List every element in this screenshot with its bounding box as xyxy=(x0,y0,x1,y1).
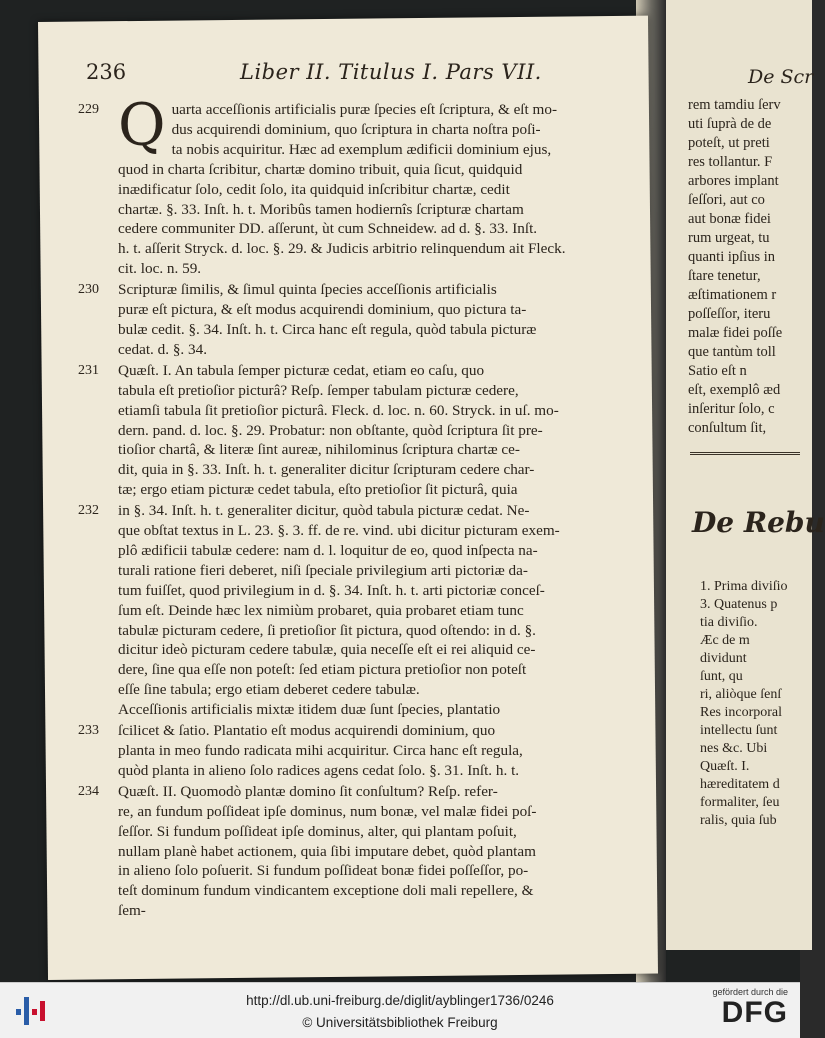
paragraph xyxy=(78,91,623,279)
text-line: dern. pand. d. loc. §. 29. Probatur: non obſtante, quòd ſcriptura ſit pre- xyxy=(118,421,543,439)
text-line: inſeritur ſolo, c xyxy=(688,401,775,417)
text-line: hæreditatem d xyxy=(700,777,780,792)
text-line: arbores implant xyxy=(688,173,779,189)
text-line: plô ædificii tabulæ cedere: nam d. l. loquitur de eo, quod inſpecta na- xyxy=(118,541,538,559)
text-line: tabula eſt pretioſior picturâ? Reſp. ſemper tabulam picturæ cedere, xyxy=(118,381,519,399)
right-section-heading: De Rebu xyxy=(692,506,825,539)
right-page-text-bottom xyxy=(700,578,810,830)
text-line: inædificatur ſolo, cedit ſolo, ita quidquid inſcribitur chartæ, cedit xyxy=(118,180,510,198)
paragraph-number: 233 xyxy=(78,723,99,739)
paragraph-number: 232 xyxy=(78,503,99,519)
text-line: æſtimationem r xyxy=(688,287,777,303)
text-line: eſſe ſine tabula; ergo etiam deberet cedere tabulæ. xyxy=(118,681,420,699)
text-line: ralis, quia ſub xyxy=(700,813,777,828)
copyright-notice: © Universitätsbibliothek Freiburg xyxy=(302,1015,498,1030)
drop-cap: Q xyxy=(118,91,166,159)
text-line: ſem- xyxy=(118,902,146,920)
paragraph-number: 230 xyxy=(78,282,99,298)
text-line: que obſtat textus in L. 23. §. 3. ff. de re. vind. ubi dicitur picturam exem- xyxy=(118,522,560,540)
paragraph xyxy=(78,782,623,921)
text-line: intellectu ſunt xyxy=(700,723,778,738)
right-page-text-top xyxy=(688,96,808,438)
page-number: 236 xyxy=(86,60,127,84)
text-line: aut bonæ fidei xyxy=(688,211,771,227)
text-line: nes &c. Ubi xyxy=(700,741,768,756)
text-line: ſcilicet & ſatio. Plantatio eſt modus acquirendi dominium, quo xyxy=(118,722,496,740)
text-line: ſtare tenetur, xyxy=(688,268,761,284)
text-line: rem tamdiu ſerv xyxy=(688,97,781,113)
text-line: ſunt, qu xyxy=(700,669,743,684)
text-line: ri, aliòque ſenſ xyxy=(700,687,782,702)
text-line: que tantùm toll xyxy=(688,344,776,360)
text-line: tia diviſio. xyxy=(700,615,758,630)
text-line: cedat. d. §. 34. xyxy=(118,340,207,358)
paragraph xyxy=(78,501,623,720)
text-line: chartæ. §. 33. Inſt. h. t. Moribûs tamen hodiernîs ſcripturæ chartam xyxy=(118,200,524,218)
text-line: Quæſt. II. Quomodò plantæ domino ſit conſultum? Reſp. refer- xyxy=(118,782,498,800)
text-line: tum fuiſſet, quod privilegium in d. §. 34. Inſt. h. t. arti pictoriæ conceſ- xyxy=(118,581,545,599)
text-line: dere, ſine qua eſſe non poteſt: ſed etiam pictura pretioſior non poteſt xyxy=(118,661,527,679)
dfg-logo-icon: DFG xyxy=(721,996,788,1029)
text-line: ſeſſor. Si fundum poſſideat ipſe dominus, alter, qui plantam poſuit, xyxy=(118,822,517,840)
viewer-footer xyxy=(0,982,800,1038)
text-line: puræ eſt pictura, & eſt modus acquirendi dominium, quo pictura ta- xyxy=(118,301,527,319)
sponsor-caption: gefördert durch die xyxy=(712,987,788,997)
text-line: dit, quia in §. 33. Inſt. h. t. generaliter dicitur ſcripturam cedere char- xyxy=(118,461,535,479)
paragraph xyxy=(78,361,623,500)
text-line: poteſt, ut preti xyxy=(688,135,770,151)
text-line: dus acquirendi dominium, quo ſcriptura in charta noſtra poſi- xyxy=(171,120,541,138)
text-line: eſt, exemplô æd xyxy=(688,382,781,398)
paragraph xyxy=(78,721,623,781)
text-line: etiamſi tabula ſit pretioſior picturâ. Fleck. d. loc. n. 60. Stryck. in uſ. mo- xyxy=(118,401,559,419)
text-line: malæ fidei poſſe xyxy=(688,325,783,341)
section-divider xyxy=(690,452,800,455)
text-line: poſſeſſor, iteru xyxy=(688,306,771,322)
text-line: cedere communiter DD. aſſerunt, ùt cum Schneidew. ad d. §. 33. Inſt. xyxy=(118,220,538,238)
right-running-title: De Scr xyxy=(748,66,814,88)
text-line: turali ratione fieri deberet, niſi ſpeciale privilegium arti pictoriæ da- xyxy=(118,561,528,579)
text-line: 1. Prima diviſio xyxy=(700,579,788,594)
text-line: rum urgeat, tu xyxy=(688,230,770,246)
text-line: in §. 34. Inſt. h. t. generaliter dicitur, quòd tabula picturæ cedat. Ne- xyxy=(118,502,530,520)
text-line: Quæſt. I. An tabula ſemper picturæ cedat, etiam eo caſu, quo xyxy=(118,361,485,379)
text-line: ſum eſt. Deinde hæc lex nimiùm probaret, quia probaret etiam tunc xyxy=(118,601,524,619)
text-line: Res incorporal xyxy=(700,705,783,720)
text-line: formaliter, ſeu xyxy=(700,795,780,810)
text-line: in alieno ſolo poſuerit. Si fundum poſſideat bonæ fidei poſſeſſor, po- xyxy=(118,862,529,880)
text-line: Æc de m xyxy=(700,633,750,648)
paragraph-number: 231 xyxy=(78,362,99,378)
document-url[interactable]: http://dl.ub.uni-freiburg.de/diglit/ayblinger1736/0246 xyxy=(246,993,554,1008)
text-line: conſultum ſit, xyxy=(688,420,767,436)
text-line: tioſior chartâ, & literæ ſint aureæ, nihilominus ſcriptura chartæ ce- xyxy=(118,441,520,459)
text-line: uti ſuprà de de xyxy=(688,116,772,132)
running-title: Liber II. Titulus I. Pars VII. xyxy=(240,60,542,84)
text-line: uarta acceſſionis artificialis puræ ſpecies eſt ſcriptura, & eſt mo- xyxy=(171,101,558,118)
text-line: tabulæ picturam cedere, ſi pretioſior ſit pictura, quod oſtendo: in d. §. xyxy=(118,621,536,639)
paragraph xyxy=(78,280,623,360)
paragraph-number: 234 xyxy=(78,783,99,799)
text-line: dicitur ideò picturam cedere tabulæ, quia neceſſe eſt ei rei aliquid ce- xyxy=(118,641,536,659)
text-line: planta in meo fundo radicata mihi acquiritur. Circa hanc eſt regula, xyxy=(118,742,523,759)
text-line: teſt dominum fundum vindicantem exceptione doli mali repellere, & xyxy=(118,882,534,900)
text-line: ſeſſori, aut co xyxy=(688,192,765,208)
text-line: Scripturæ ſimilis, & ſimul quinta ſpecies acceſſionis artificialis xyxy=(118,281,497,299)
text-line: Satio eſt n xyxy=(688,363,747,379)
text-line: Quæſt. I. xyxy=(700,759,750,774)
text-line: dividunt xyxy=(700,651,747,666)
text-line: nullam planè habet actionem, quia ſibi imputare debet, quòd plantam xyxy=(118,842,536,860)
text-line: res tollantur. F xyxy=(688,154,773,170)
text-line: quod in charta ſcribitur, chartæ domino tribuit, quia ſicut, quidquid xyxy=(118,160,523,178)
text-line: h. t. aſſerit Stryck. d. loc. §. 29. & Judicis arbitrio relinquendum ait Fleck. xyxy=(118,240,566,258)
text-line: bulæ cedit. §. 34. Inſt. h. t. Circa hanc eſt regula, quòd tabula picturæ xyxy=(118,320,537,338)
text-line: quanti ipſius in xyxy=(688,249,775,265)
text-line: 3. Quatenus p xyxy=(700,597,778,612)
left-body-text xyxy=(78,91,623,922)
text-line: re, an fundum poſſideat ipſe dominus, num bonæ, vel malæ fidei poſ- xyxy=(118,802,537,820)
paragraph-number: 229 xyxy=(78,102,99,117)
text-line: Acceſſionis artificialis mixtæ itidem duæ ſunt ſpecies, plantatio xyxy=(118,701,501,719)
text-line: quòd planta in alieno ſolo radices agens cedat ſolo. §. 31. Inſt. h. t. xyxy=(118,761,520,779)
text-line: tæ; ergo etiam picturæ cedet tabula, eſto pretioſior ſit picturâ, quia xyxy=(118,481,518,499)
text-line: ta nobis acquiritur. Hæc ad exemplum ædificii dominium ejus, xyxy=(171,140,552,158)
text-line: cit. loc. n. 59. xyxy=(118,260,202,278)
dfg-logo[interactable] xyxy=(698,987,788,1033)
